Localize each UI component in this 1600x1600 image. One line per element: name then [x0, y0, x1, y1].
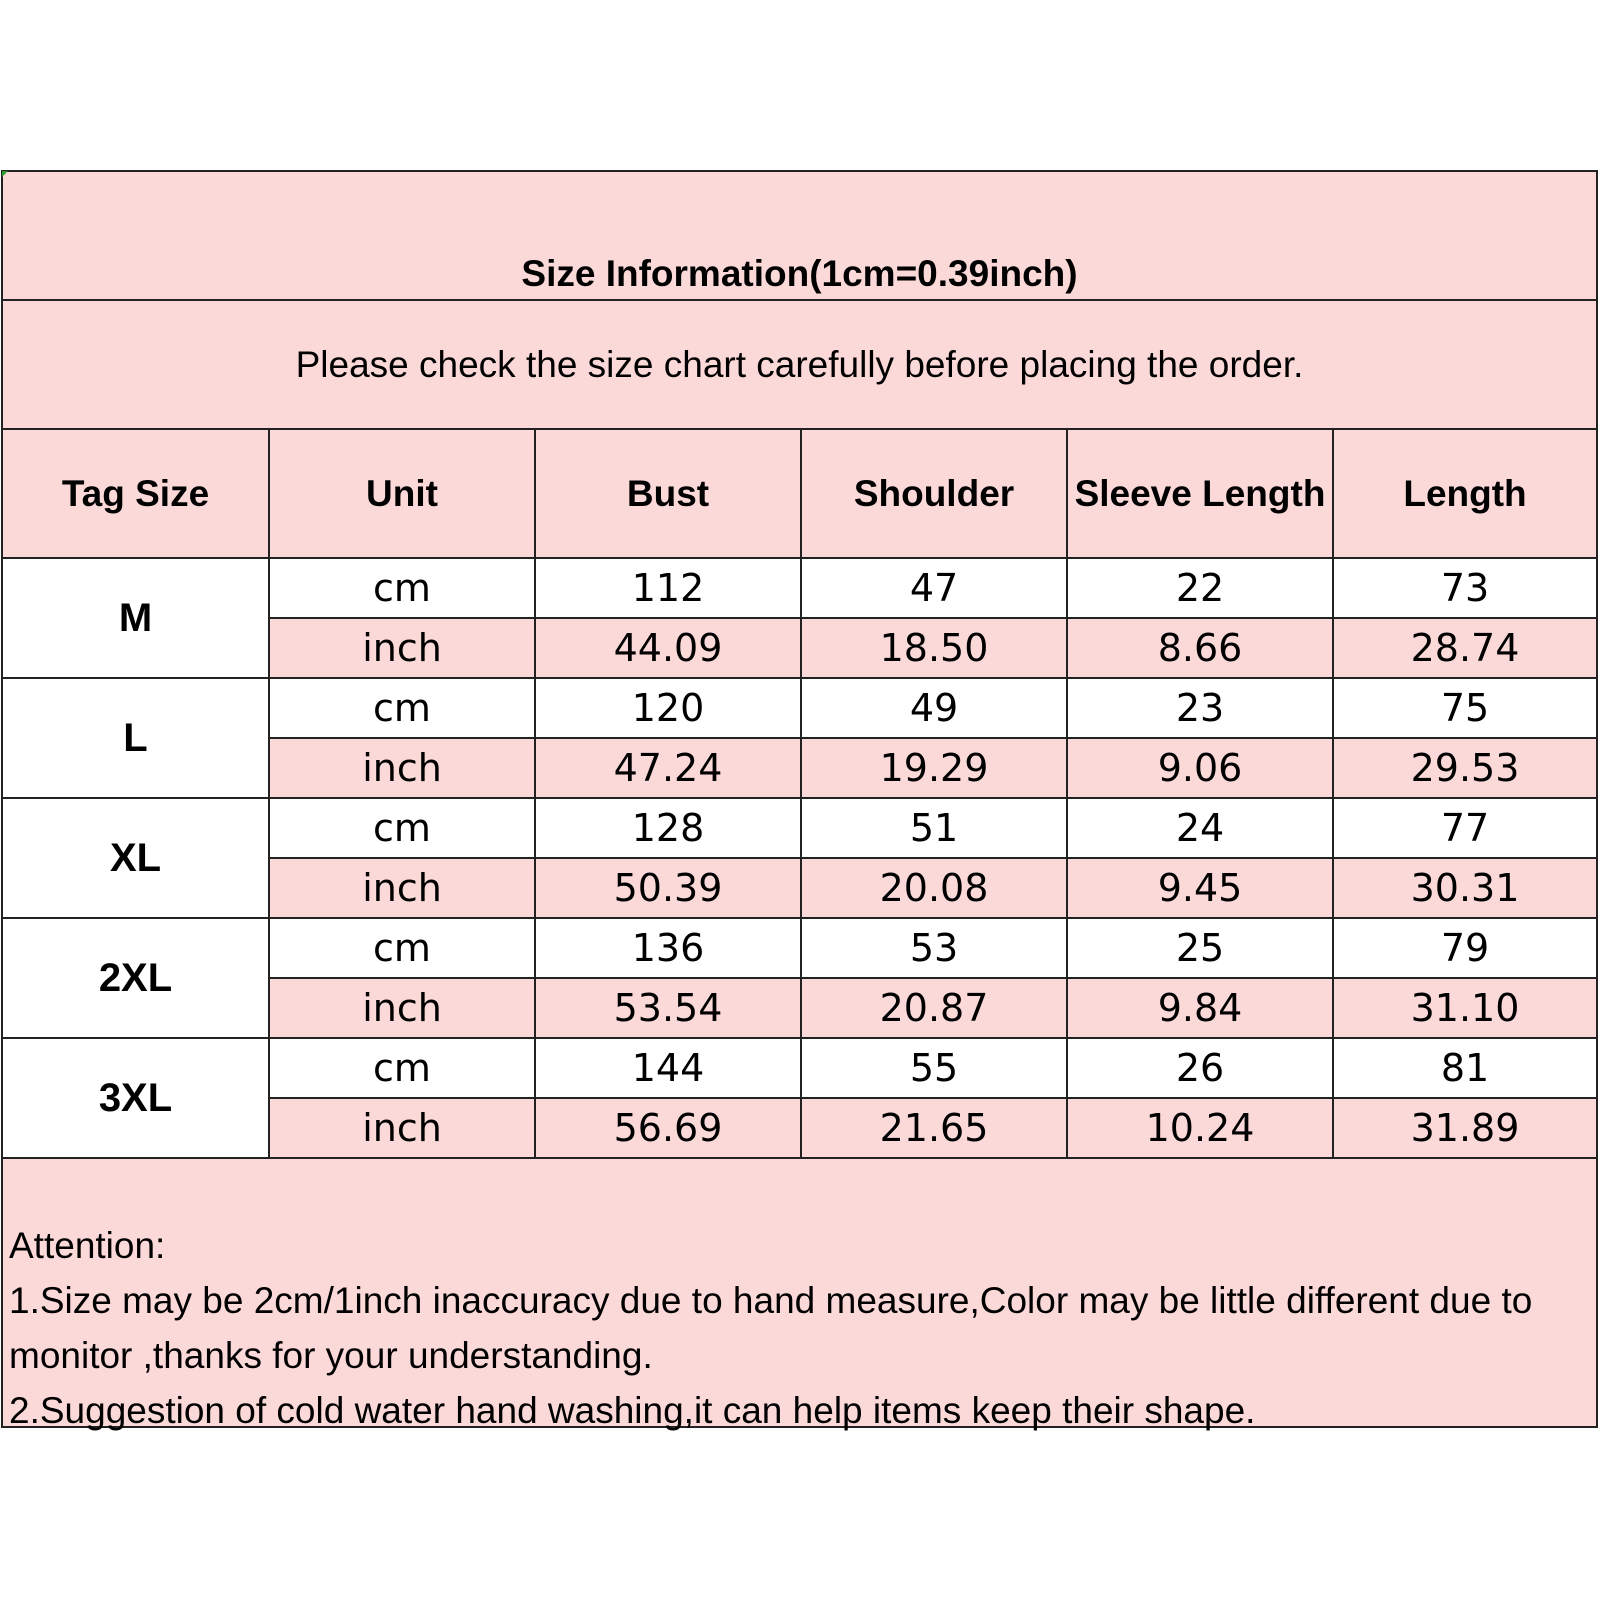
unit-cell: cm	[269, 1038, 535, 1098]
header-row	[3, 430, 1596, 558]
shoulder-cell: 51	[801, 798, 1067, 858]
bust-cell: 144	[535, 1038, 801, 1098]
unit-cell: inch	[269, 858, 535, 918]
bust-cell: 56.69	[535, 1098, 801, 1158]
tag-size-cell: 2XL	[3, 918, 269, 1038]
bust-cell: 47.24	[535, 738, 801, 798]
length-cell: 31.89	[1333, 1098, 1596, 1158]
bust-cell: 44.09	[535, 618, 801, 678]
length-cell: 31.10	[1333, 978, 1596, 1038]
sleeve-length-cell: 10.24	[1067, 1098, 1333, 1158]
table-row	[3, 918, 1596, 978]
size-chart	[1, 170, 1598, 1431]
shoulder-cell: 21.65	[801, 1098, 1067, 1158]
sleeve-length-cell: 22	[1067, 558, 1333, 618]
header-unit: Unit	[269, 430, 535, 558]
attention-line: monitor ,thanks for your understanding.	[9, 1335, 653, 1376]
tag-size-cell: L	[3, 678, 269, 798]
tag-size-cell: M	[3, 558, 269, 678]
shoulder-cell: 20.08	[801, 858, 1067, 918]
shoulder-cell: 55	[801, 1038, 1067, 1098]
sleeve-length-cell: 23	[1067, 678, 1333, 738]
sleeve-length-cell: 9.84	[1067, 978, 1333, 1038]
shoulder-cell: 19.29	[801, 738, 1067, 798]
length-cell: 81	[1333, 1038, 1596, 1098]
check-note-row	[3, 301, 1596, 430]
unit-cell: cm	[269, 678, 535, 738]
bust-cell: 53.54	[535, 978, 801, 1038]
sleeve-length-cell: 8.66	[1067, 618, 1333, 678]
shoulder-cell: 49	[801, 678, 1067, 738]
header-sleeve-length: Sleeve Length	[1067, 430, 1333, 558]
header-bust: Bust	[535, 430, 801, 558]
bust-cell: 136	[535, 918, 801, 978]
attention-heading: Attention:	[9, 1225, 166, 1266]
bust-cell: 112	[535, 558, 801, 618]
length-cell: 77	[1333, 798, 1596, 858]
length-cell: 75	[1333, 678, 1596, 738]
bust-cell: 128	[535, 798, 801, 858]
table-row	[3, 558, 1596, 618]
header-tag-size: Tag Size	[3, 430, 269, 558]
unit-cell: inch	[269, 738, 535, 798]
tag-size-cell: 3XL	[3, 1038, 269, 1158]
sleeve-length-cell: 24	[1067, 798, 1333, 858]
bust-cell: 50.39	[535, 858, 801, 918]
shoulder-cell: 20.87	[801, 978, 1067, 1038]
sleeve-length-cell: 9.45	[1067, 858, 1333, 918]
unit-cell: cm	[269, 798, 535, 858]
bust-cell: 120	[535, 678, 801, 738]
shoulder-cell: 18.50	[801, 618, 1067, 678]
size-table	[3, 430, 1596, 1159]
unit-cell: cm	[269, 918, 535, 978]
size-info-title-row	[3, 172, 1596, 301]
unit-cell: inch	[269, 1098, 535, 1158]
table-row	[3, 678, 1596, 738]
check-note: Please check the size chart carefully before placing the order.	[295, 343, 1304, 385]
attention-notes	[3, 1170, 1596, 1431]
sleeve-length-cell: 25	[1067, 918, 1333, 978]
shoulder-cell: 53	[801, 918, 1067, 978]
unit-cell: inch	[269, 978, 535, 1038]
header-length: Length	[1333, 430, 1596, 558]
tag-size-cell: XL	[3, 798, 269, 918]
length-cell: 28.74	[1333, 618, 1596, 678]
attention-line: 1.Size may be 2cm/1inch inaccuracy due to hand measure,Color may be little different due to	[9, 1280, 1533, 1321]
sleeve-length-cell: 9.06	[1067, 738, 1333, 798]
length-cell: 30.31	[1333, 858, 1596, 918]
header-shoulder: Shoulder	[801, 430, 1067, 558]
table-row	[3, 1038, 1596, 1098]
length-cell: 29.53	[1333, 738, 1596, 798]
size-info-title: Size Information(1cm=0.39inch)	[521, 253, 1078, 294]
table-row	[3, 798, 1596, 858]
length-cell: 79	[1333, 918, 1596, 978]
attention-line: 2.Suggestion of cold water hand washing,it can help items keep their shape.	[9, 1390, 1256, 1431]
sleeve-length-cell: 26	[1067, 1038, 1333, 1098]
length-cell: 73	[1333, 558, 1596, 618]
unit-cell: cm	[269, 558, 535, 618]
shoulder-cell: 47	[801, 558, 1067, 618]
unit-cell: inch	[269, 618, 535, 678]
